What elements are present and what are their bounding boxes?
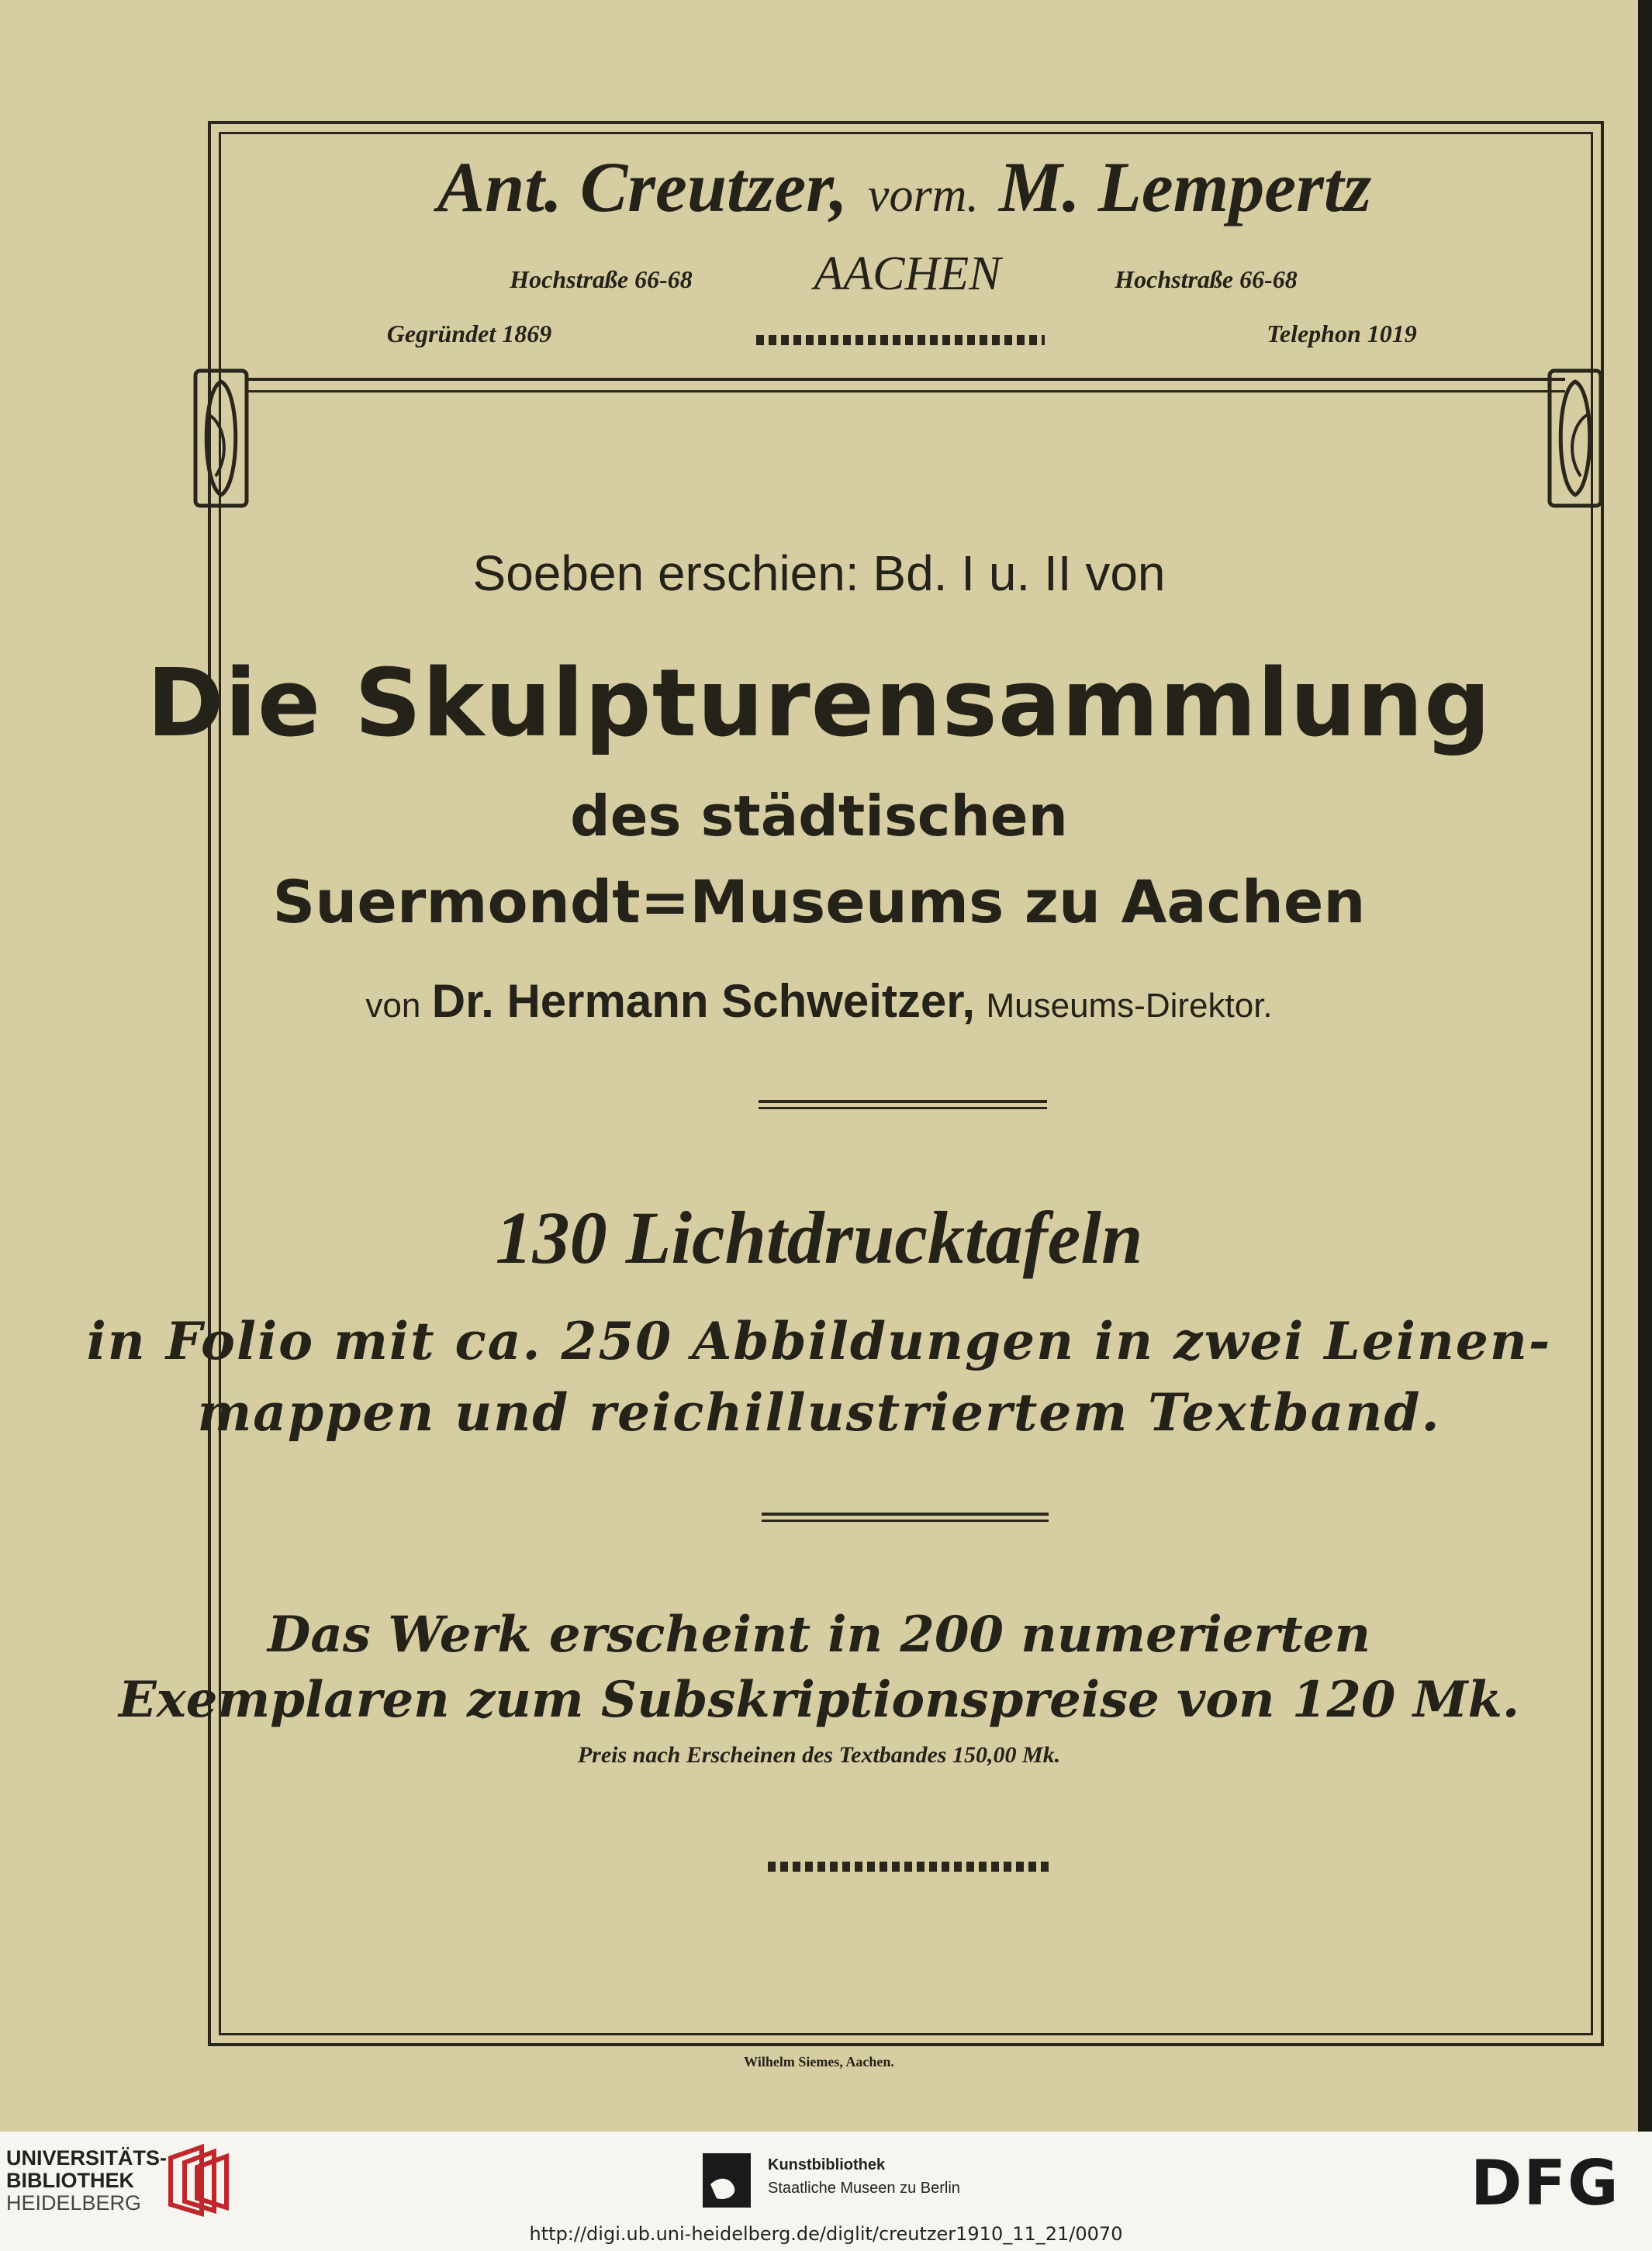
edition-line-1: Das Werk erscheint in 200 numerierten — [267, 1606, 1371, 1664]
library-line-1: UNIVERSITÄTS- — [6, 2146, 168, 2170]
city: AACHEN — [814, 247, 1001, 300]
firm-name-left: Ant. Creutzer, — [437, 147, 848, 226]
kb-line-2: Staatliche Museen zu Berlin — [768, 2180, 960, 2197]
permalink[interactable]: http://digi.ub.uni-heidelberg.de/diglit/creutzer1910_11_21/0070 — [529, 2223, 1123, 2245]
subtitle-2: Suermondt=Museums zu Aachen — [272, 867, 1366, 936]
book-title: Die Skulpturensammlung — [147, 650, 1491, 758]
firm-name — [261, 146, 1548, 228]
firm-name-mid: vorm. — [867, 169, 979, 222]
double-rule-2 — [762, 1513, 1049, 1523]
double-rule-1 — [759, 1100, 1047, 1111]
left-ornament-icon — [192, 368, 250, 509]
details-line-2: mappen und reichillustriertem Textband. — [197, 1382, 1441, 1443]
library-logo-icon — [163, 2142, 233, 2218]
plates-heading: 130 Lichtdrucktafeln — [495, 1196, 1143, 1279]
author-prefix: von — [365, 987, 421, 1025]
telephone: Telephon 1019 — [1267, 320, 1417, 348]
library-name — [6, 2147, 167, 2215]
library-line-3: HEIDELBERG — [6, 2191, 142, 2215]
founded: Gegründet 1869 — [386, 320, 552, 348]
author-name: Dr. Hermann Schweitzer, — [431, 975, 976, 1027]
scan-edge — [1638, 0, 1652, 2132]
details-line-1: in Folio mit ca. 250 Abbildungen in zwei Leinen- — [86, 1311, 1552, 1371]
kunstbibliothek-text — [768, 2153, 960, 2200]
price-note: Preis nach Erscheinen des Textbandes 150,00 Mk. — [577, 1742, 1061, 1768]
author-line — [0, 974, 1638, 1028]
address-right: Hochstraße 66-68 — [1115, 265, 1298, 293]
dfg-logo: DFG — [1471, 2147, 1620, 2219]
kunstbibliothek-logo-icon — [703, 2153, 751, 2208]
digitization-footer — [0, 2132, 1652, 2251]
author-role: Museums-Direktor. — [986, 987, 1273, 1025]
header-divider-top — [247, 378, 1565, 381]
subtitle-1: des städtischen — [570, 783, 1068, 849]
closing-dot-rule — [768, 1862, 1049, 1872]
header-dot-rule — [756, 335, 1045, 345]
library-line-2: BIBLIOTHEK — [6, 2169, 134, 2192]
firm-name-right: M. Lempertz — [998, 147, 1372, 226]
header-divider-bottom — [247, 390, 1565, 392]
right-ornament-icon — [1547, 368, 1604, 509]
kb-line-1: Kunstbibliothek — [768, 2156, 886, 2173]
intro-line: Soeben erschien: Bd. I u. II von — [472, 545, 1166, 601]
printer-credit: Wilhelm Siemes, Aachen. — [744, 2054, 894, 2069]
address-left: Hochstraße 66-68 — [510, 265, 693, 293]
edition-line-2: Exemplaren zum Subskriptionspreise von 120 Mk. — [118, 1671, 1520, 1729]
